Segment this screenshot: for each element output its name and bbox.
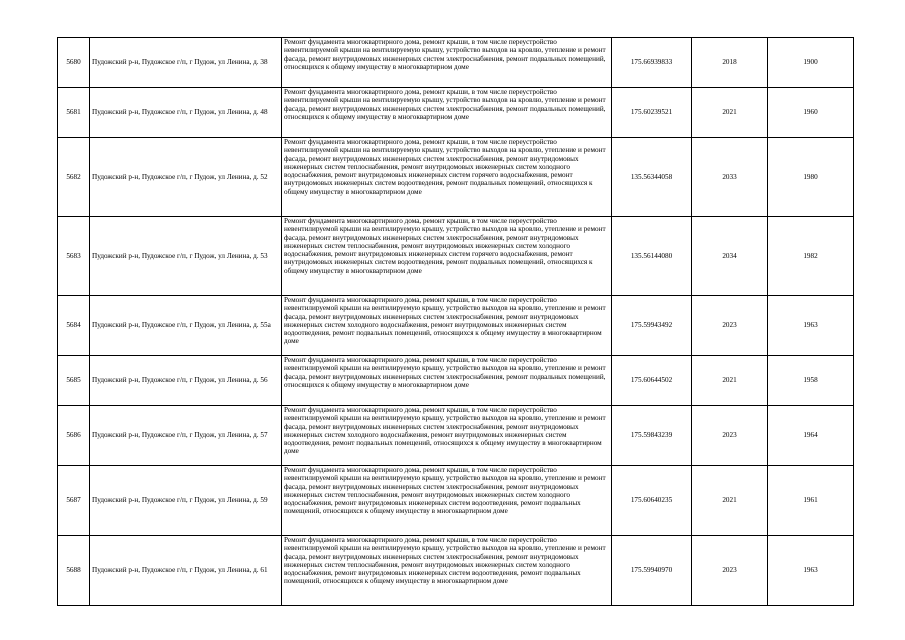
address-cell: Пудожский р-н, Пудожское г/п, г Пудож, ул Ленина, д. 38 [90, 38, 282, 88]
year-cell: 2023 [692, 296, 768, 356]
table-row [58, 138, 854, 217]
table-row [58, 536, 854, 606]
table-row [58, 217, 854, 296]
table-row [58, 296, 854, 356]
row-number: 5688 [58, 536, 90, 606]
value-cell: 175.59943492 [612, 296, 692, 356]
value-cell: 175.60640235 [612, 466, 692, 536]
built-year-cell: 1964 [768, 406, 854, 466]
row-number: 5685 [58, 356, 90, 406]
year-cell: 2018 [692, 38, 768, 88]
value-cell: 175.60644502 [612, 356, 692, 406]
row-number: 5686 [58, 406, 90, 466]
value-cell: 175.59940970 [612, 536, 692, 606]
works-cell: Ремонт фундамента многоквартирного дома, ремонт крыши, в том числе переустройство невентилируемой крыши на вентилируемую крышу, устройство выходов на кровлю, утепление и ремонт фасада, ремонт внутридомовых инженерных систем электроснабжения, ремонт внутридомовых инженерных систем теплоснабжения, ремонт внутридомовых инженерных систем холодного водоснабжения, ремонт внутридомовых инженерных систем водоотведения, ремонт подвальных помещений, относящихся к общему имуществу в многоквартирном доме [282, 466, 612, 536]
works-cell: Ремонт фундамента многоквартирного дома, ремонт крыши, в том числе переустройство невентилируемой крыши на вентилируемую крышу, устройство выходов на кровлю, утепление и ремонт фасада, ремонт внутридомовых инженерных систем электроснабжения, ремонт внутридомовых инженерных систем теплоснабжения, ремонт внутридомовых инженерных систем холодного водоснабжения, ремонт внутридомовых инженерных систем водоотведения, ремонт подвальных помещений, относящихся к общему имуществу в многоквартирном доме [282, 536, 612, 606]
year-cell: 2033 [692, 138, 768, 217]
address-cell: Пудожский р-н, Пудожское г/п, г Пудож, ул Ленина, д. 56 [90, 356, 282, 406]
built-year-cell: 1963 [768, 296, 854, 356]
row-number: 5680 [58, 38, 90, 88]
value-cell: 135.56144080 [612, 217, 692, 296]
row-number: 5687 [58, 466, 90, 536]
address-cell: Пудожский р-н, Пудожское г/п, г Пудож, ул Ленина, д. 55а [90, 296, 282, 356]
value-cell: 175.60239521 [612, 88, 692, 138]
table-row [58, 38, 854, 88]
table-row [58, 466, 854, 536]
address-cell: Пудожский р-н, Пудожское г/п, г Пудож, ул Ленина, д. 61 [90, 536, 282, 606]
address-cell: Пудожский р-н, Пудожское г/п, г Пудож, ул Ленина, д. 59 [90, 466, 282, 536]
address-cell: Пудожский р-н, Пудожское г/п, г Пудож, ул Ленина, д. 48 [90, 88, 282, 138]
year-cell: 2021 [692, 466, 768, 536]
built-year-cell: 1961 [768, 466, 854, 536]
address-cell: Пудожский р-н, Пудожское г/п, г Пудож, ул Ленина, д. 52 [90, 138, 282, 217]
table-row [58, 88, 854, 138]
built-year-cell: 1958 [768, 356, 854, 406]
built-year-cell: 1900 [768, 38, 854, 88]
document-page [57, 37, 853, 606]
year-cell: 2023 [692, 406, 768, 466]
works-cell: Ремонт фундамента многоквартирного дома, ремонт крыши, в том числе переустройство невентилируемой крыши на вентилируемую крышу, устройство выходов на кровлю, утепление и ремонт фасада, ремонт внутридомовых инженерных систем электроснабжения, ремонт подвальных помещений, относящихся к общему имуществу в многоквартирном доме [282, 356, 612, 406]
built-year-cell: 1980 [768, 138, 854, 217]
row-number: 5683 [58, 217, 90, 296]
works-cell: Ремонт фундамента многоквартирного дома, ремонт крыши, в том числе переустройство невентилируемой крыши на вентилируемую крышу, устройство выходов на кровлю, утепление и ремонт фасада, ремонт внутридомовых инженерных систем электроснабжения, ремонт подвальных помещений, относящихся к общему имуществу в многоквартирном доме [282, 38, 612, 88]
table-row [58, 406, 854, 466]
value-cell: 175.66939833 [612, 38, 692, 88]
address-cell: Пудожский р-н, Пудожское г/п, г Пудож, ул Ленина, д. 57 [90, 406, 282, 466]
built-year-cell: 1963 [768, 536, 854, 606]
works-cell: Ремонт фундамента многоквартирного дома, ремонт крыши, в том числе переустройство невентилируемой крыши на вентилируемую крышу, устройство выходов на кровлю, утепление и ремонт фасада, ремонт внутридомовых инженерных систем электроснабжения, ремонт подвальных помещений, относящихся к общему имуществу в многоквартирном доме [282, 88, 612, 138]
built-year-cell: 1960 [768, 88, 854, 138]
works-cell: Ремонт фундамента многоквартирного дома, ремонт крыши, в том числе переустройство невентилируемой крыши на вентилируемую крышу, устройство выходов на кровлю, утепление и ремонт фасада, ремонт внутридомовых инженерных систем электроснабжения, ремонт внутридомовых инженерных систем холодного водоснабжения, ремонт внутридомовых инженерных систем водоотведения, ремонт подвальных помещений, относящихся к общему имуществу в многоквартирном доме [282, 296, 612, 356]
table-row [58, 356, 854, 406]
row-number: 5681 [58, 88, 90, 138]
year-cell: 2021 [692, 356, 768, 406]
year-cell: 2034 [692, 217, 768, 296]
value-cell: 135.56344058 [612, 138, 692, 217]
year-cell: 2021 [692, 88, 768, 138]
value-cell: 175.59843239 [612, 406, 692, 466]
repair-program-table [57, 37, 854, 606]
works-cell: Ремонт фундамента многоквартирного дома, ремонт крыши, в том числе переустройство невентилируемой крыши на вентилируемую крышу, устройство выходов на кровлю, утепление и ремонт фасада, ремонт внутридомовых инженерных систем электроснабжения, ремонт внутридомовых инженерных систем теплоснабжения, ремонт внутридомовых инженерных систем холодного водоснабжения, ремонт внутридомовых инженерных систем горячего водоснабжения, ремонт внутридомовых инженерных систем водоотведения, ремонт подвальных помещений, относящихся к общему имуществу в многоквартирном доме [282, 217, 612, 296]
address-cell: Пудожский р-н, Пудожское г/п, г Пудож, ул Ленина, д. 53 [90, 217, 282, 296]
works-cell: Ремонт фундамента многоквартирного дома, ремонт крыши, в том числе переустройство невентилируемой крыши на вентилируемую крышу, устройство выходов на кровлю, утепление и ремонт фасада, ремонт внутридомовых инженерных систем электроснабжения, ремонт внутридомовых инженерных систем теплоснабжения, ремонт внутридомовых инженерных систем холодного водоснабжения, ремонт внутридомовых инженерных систем горячего водоснабжения, ремонт внутридомовых инженерных систем водоотведения, ремонт подвальных помещений, относящихся к общему имуществу в многоквартирном доме [282, 138, 612, 217]
year-cell: 2023 [692, 536, 768, 606]
row-number: 5684 [58, 296, 90, 356]
works-cell: Ремонт фундамента многоквартирного дома, ремонт крыши, в том числе переустройство невентилируемой крыши на вентилируемую крышу, устройство выходов на кровлю, утепление и ремонт фасада, ремонт внутридомовых инженерных систем электроснабжения, ремонт внутридомовых инженерных систем холодного водоснабжения, ремонт внутридомовых инженерных систем водоотведения, ремонт подвальных помещений, относящихся к общему имуществу в многоквартирном доме [282, 406, 612, 466]
row-number: 5682 [58, 138, 90, 217]
built-year-cell: 1982 [768, 217, 854, 296]
